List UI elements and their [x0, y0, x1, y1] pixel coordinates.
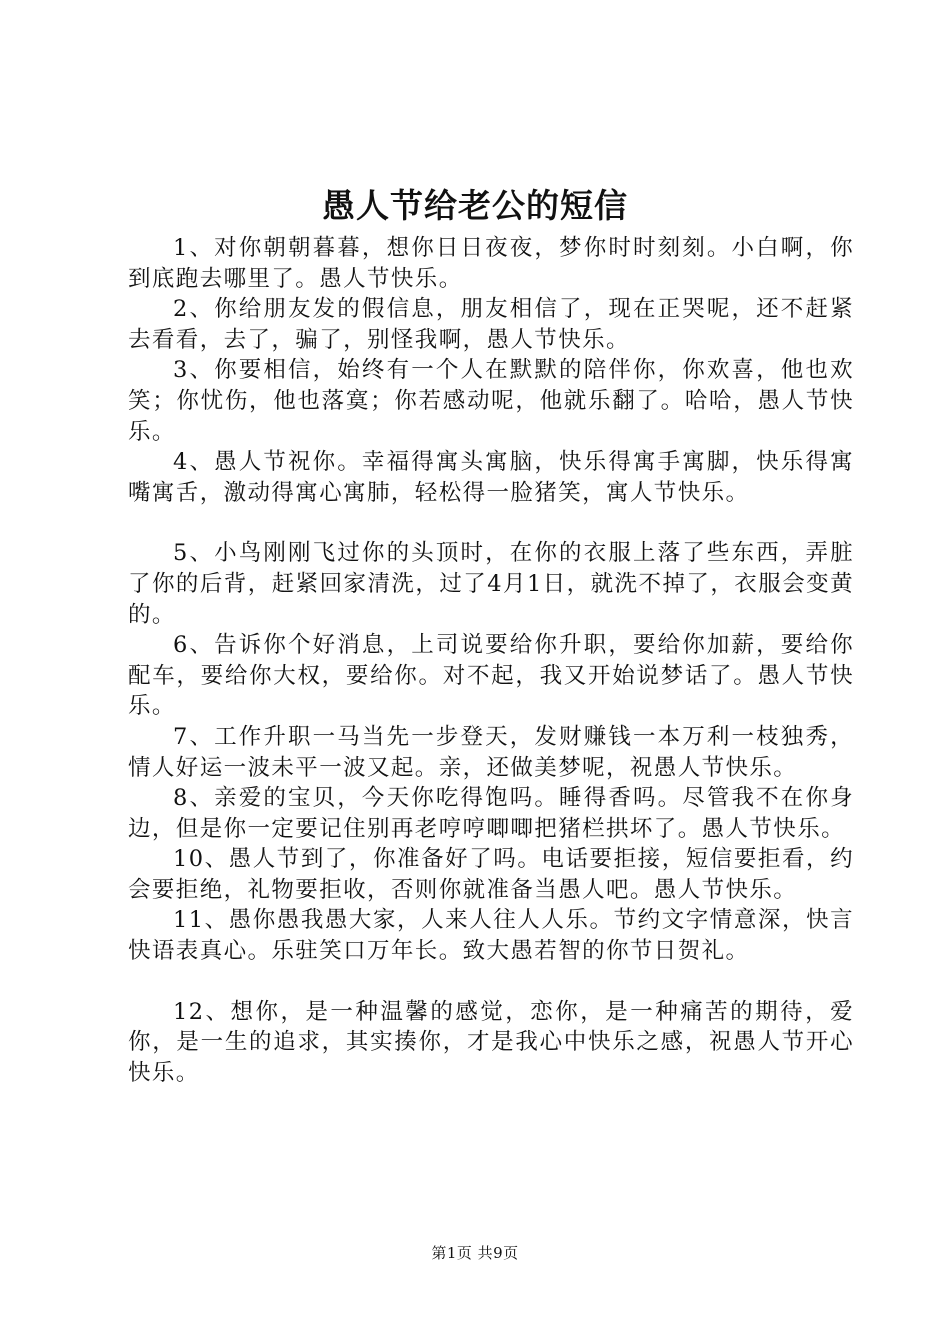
paragraph-6: 6、告诉你个好消息，上司说要给你升职，要给你加薪，要给你配车，要给你大权，要给你。对不起，我又开始说梦话了。愚人节快乐。 — [128, 632, 854, 720]
paragraph-12: 12、想你，是一种温馨的感觉，恋你，是一种痛苦的期待，爱你，是一生的追求，其实揍你，才是我心中快乐之感，祝愚人节开心快乐。 — [128, 998, 854, 1086]
document-title: 愚人节给老公的短信 — [322, 186, 628, 225]
paragraph-7: 7、工作升职一马当先一步登天，发财赚钱一本万利一枝独秀，情人好运一波未平一波又起。亲，还做美梦呢，祝愚人节快乐。 — [128, 723, 854, 781]
paragraph-10: 10、愚人节到了，你准备好了吗。电话要拒接，短信要拒看，约会要拒绝，礼物要拒收，否则你就准备当愚人吧。愚人节快乐。 — [128, 846, 854, 903]
paragraph-4: 4、愚人节祝你。幸福得寓头寓脑，快乐得寓手寓脚，快乐得寓嘴寓舌，激动得寓心寓肺，轻松得一脸猪笑，寓人节快乐。 — [128, 449, 854, 506]
paragraph-1: 1、对你朝朝暮暮，想你日日夜夜，梦你时时刻刻。小白啊，你到底跑去哪里了。愚人节快乐。 — [128, 235, 854, 292]
paragraph-3: 3、你要相信，始终有一个人在默默的陪伴你，你欢喜，他也欢笑；你忧伤，他也落寞；你若感动呢，他就乐翻了。哈哈，愚人节快乐。 — [128, 357, 854, 445]
paragraph-11: 11、愚你愚我愚大家，人来人往人人乐。节约文字情意深，快言快语表真心。乐驻笑口万年长。致大愚若智的你节日贺礼。 — [128, 907, 854, 965]
page-footer: 第1页 共9页 — [431, 1244, 519, 1262]
paragraph-5: 5、小鸟刚刚飞过你的头顶时，在你的衣服上落了些东西，弄脏了你的后背，赶紧回家清洗，过了4月1日，就洗不掉了，衣服会变黄的。 — [128, 540, 854, 628]
document-body — [128, 233, 854, 1088]
paragraph-8: 8、亲爱的宝贝，今天你吃得饱吗。睡得香吗。尽管我不在你身边，但是你一定要记住别再老哼哼唧唧把猪栏拱坏了。愚人节快乐。 — [128, 785, 854, 842]
paragraph-2: 2、你给朋友发的假信息，朋友相信了，现在正哭呢，还不赶紧去看看，去了，骗了，别怪我啊，愚人节快乐。 — [128, 296, 854, 353]
